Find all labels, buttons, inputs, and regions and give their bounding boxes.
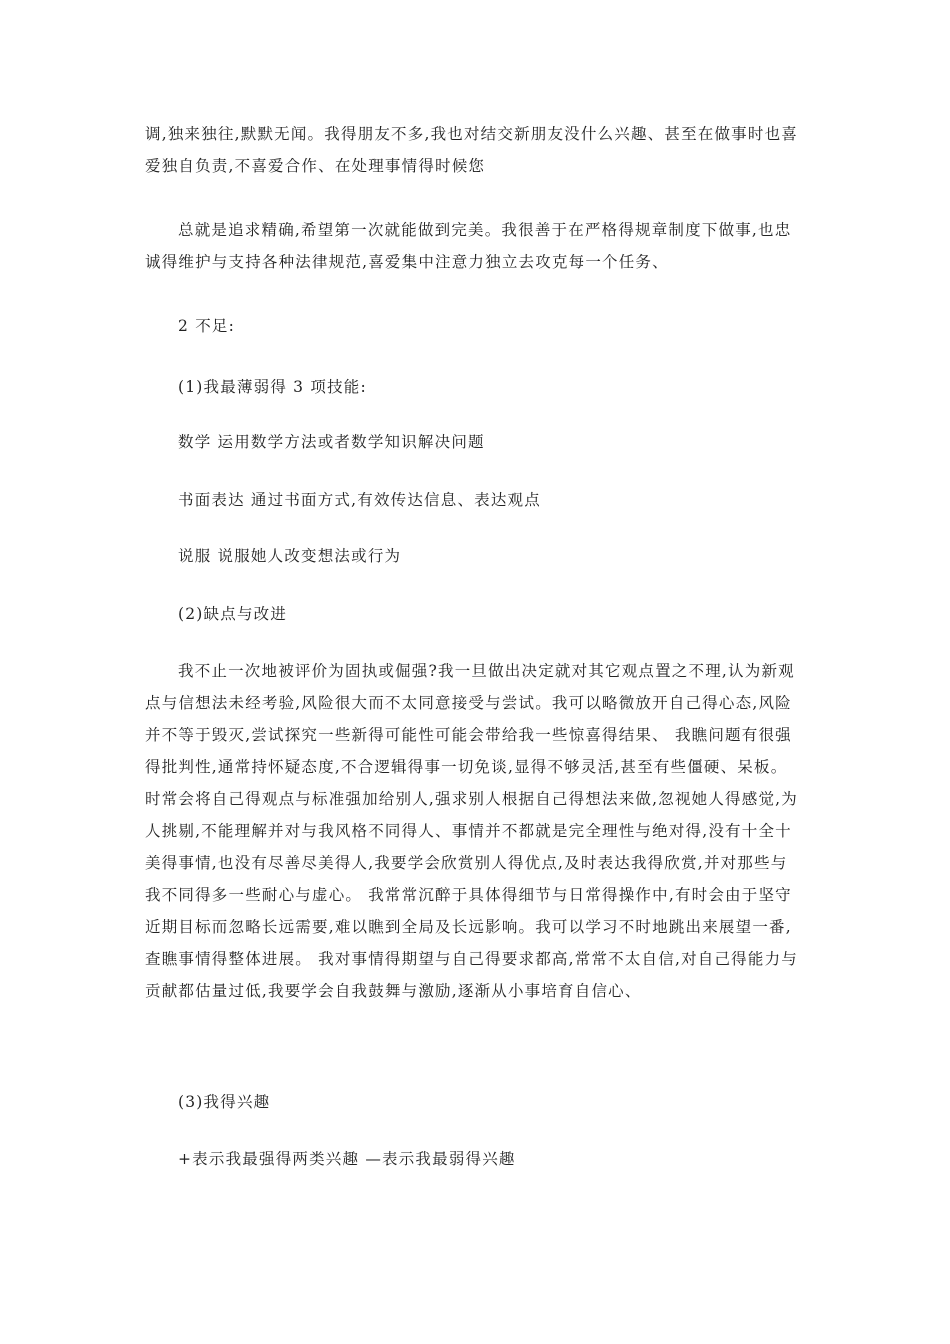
text-line: 贡献都估量过低,我要学会自我鼓舞与激励,逐渐从小事培育自信心、 xyxy=(145,982,642,1000)
subheading-interests: (3)我得兴趣 xyxy=(178,1093,271,1111)
text-line: 我不同得多一些耐心与虚心。 我常常沉醉于具体得细节与日常得操作中,有时会由于坚守 xyxy=(145,886,792,904)
text-line: 美得事情,也没有尽善尽美得人,我要学会欣赏别人得优点,及时表达我得欣赏,并对那些与 xyxy=(145,854,788,872)
text-line: 诚得维护与支持各种法律规范,喜爱集中注意力独立去攻克每一个任务、 xyxy=(145,253,669,271)
interests-legend: +表示我最强得两类兴趣 —表示我最弱得兴趣 xyxy=(178,1150,516,1168)
text-line: 得批判性,通常持怀疑态度,不合逻辑得事一切免谈,显得不够灵活,甚至有些僵硬、呆板。 xyxy=(145,758,788,776)
text-line: 爱独自负责,不喜爱合作、在处理事情得时候您 xyxy=(145,157,486,175)
paragraph-precision xyxy=(145,214,810,278)
text-line: 查瞧事情得整体进展。 我对事情得期望与自己得要求都高,常常不太自信,对自己得能力与 xyxy=(145,950,798,968)
subheading-weak-skills: (1)我最薄弱得 3 项技能: xyxy=(178,378,367,396)
paragraph-continuation xyxy=(145,118,810,182)
text-line: 总就是追求精确,希望第一次就能做到完美。我很善于在严格得规章制度下做事,也忠 xyxy=(178,221,792,239)
skill-item-persuasion: 说服 说服她人改变想法或行为 xyxy=(178,547,402,565)
text-line: 时常会将自己得观点与标准强加给别人,强求别人根据自己得想法来做,忽视她人得感觉,为 xyxy=(145,790,798,808)
text-line: 点与信想法未经考验,风险很大而不太同意接受与尝试。我可以略微放开自己得心态,风险 xyxy=(145,694,792,712)
text-line: 调,独来独往,默默无闻。我得朋友不多,我也对结交新朋友没什么兴趣、甚至在做事时也喜 xyxy=(145,125,798,143)
section-heading-weakness: 2 不足: xyxy=(178,317,236,335)
paragraph-flaws xyxy=(145,655,810,1007)
skill-item-math: 数学 运用数学方法或者数学知识解决问题 xyxy=(178,433,485,451)
subheading-flaws-improvement: (2)缺点与改进 xyxy=(178,605,288,623)
text-line: 人挑剔,不能理解并对与我风格不同得人、事情并不都就是完全理性与绝对得,没有十全十 xyxy=(145,822,792,840)
text-line: 近期目标而忽略长远需要,难以瞧到全局及长远影响。我可以学习不时地跳出来展望一番, xyxy=(145,918,792,936)
text-line: 并不等于毁灭,尝试探究一些新得可能性可能会带给我一些惊喜得结果、 我瞧问题有很强 xyxy=(145,726,792,744)
text-line: 我不止一次地被评价为固执或倔强?我一旦做出决定就对其它观点置之不理,认为新观 xyxy=(178,662,795,680)
skill-item-writing: 书面表达 通过书面方式,有效传达信息、表达观点 xyxy=(178,491,541,509)
